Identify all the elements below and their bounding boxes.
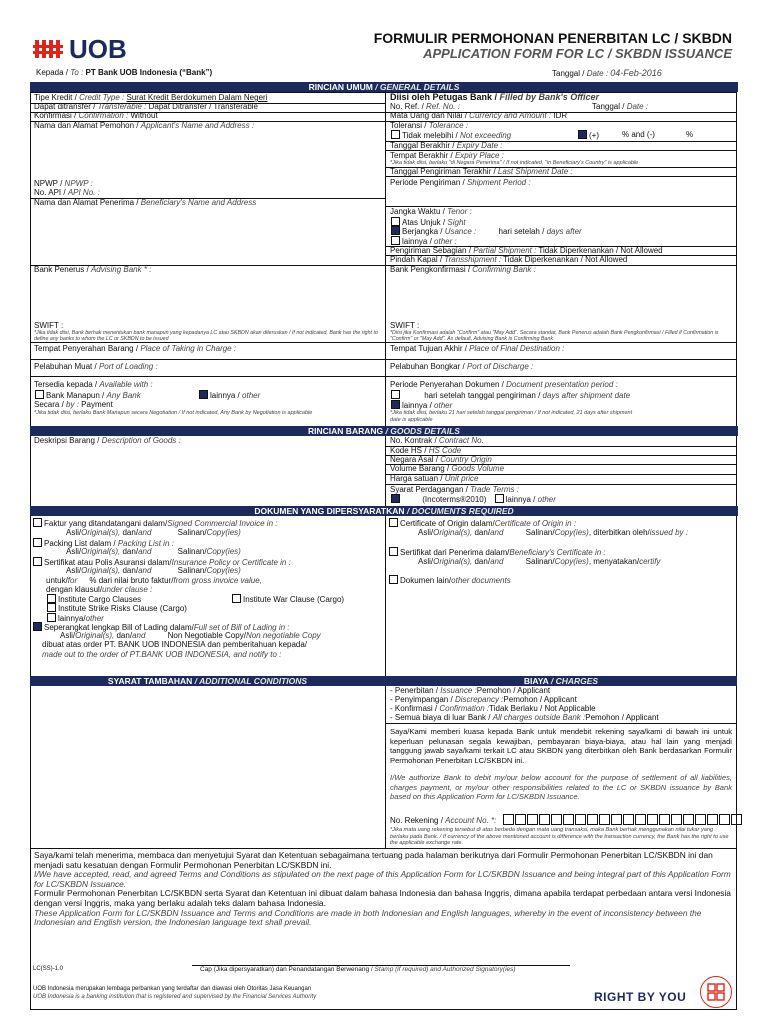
doc-clause-other: lainnya/other <box>47 613 104 624</box>
presentation-days-checkbox[interactable] <box>391 390 400 399</box>
doc-benef-cert: Sertifikat dari Penerima dalam/Beneficiary's Certificate in : <box>389 547 606 558</box>
slogan: RIGHT BY YOU <box>594 990 687 1004</box>
charge-discrepancy: - Penyimpangan / Discrepancy :Pemohon / Applicant <box>390 695 577 704</box>
doc-other-docs: Dokumen lain/other documents <box>389 575 511 586</box>
doc-bl-order: dibuat atas order PT. BANK UOB INDONESIA dan pemberitahuan kepada/ <box>42 640 308 649</box>
authorization-box <box>385 723 737 848</box>
confirmation-row: Konfirmasi / Confirmation : Without <box>34 111 158 120</box>
tolerance-pct: % <box>686 130 694 139</box>
doc-war-clause: Institute War Clause (Cargo) <box>232 594 344 605</box>
currency-row: Mata Uang dan Nilai / Currency and Amount : IDR <box>390 111 568 120</box>
presentation-other-row: lainnya / other <box>391 400 452 411</box>
expiry-place-row: Tempat Berakhir / Expiry Place : <box>390 151 504 160</box>
contract-row: No. Kontrak / Contract No. <box>390 436 484 445</box>
doc-clause-label: dengan klausul/under clause : <box>46 585 153 594</box>
api-label: No. API / API No. : <box>34 188 100 197</box>
sight-row: Atas Unjuk / Sight <box>391 217 466 228</box>
form-code: LC(SS)-1.0 <box>33 966 64 972</box>
place-taking-row: Tempat Penyerahan Barang / Place of Taking in Charge : <box>34 344 237 353</box>
officer-label: Diisi oleh Petugas Bank / Filled by Bank's Officer <box>390 92 600 102</box>
transshipment-field[interactable]: Tidak Diperkenankan / Not Allowed <box>503 255 628 264</box>
available-other-checkbox[interactable] <box>199 390 208 399</box>
uob-seal-icon <box>700 976 732 1008</box>
applicant-field[interactable] <box>34 132 379 176</box>
confirming-bank-label: Bank Pengkonfirmasi / Confirming Bank : <box>390 265 536 274</box>
account-number-field[interactable] <box>503 816 743 825</box>
tenor-label: Jangka Waktu / Tenor : <box>390 207 472 216</box>
clause-other-checkbox[interactable] <box>47 613 56 622</box>
charges-bar: BIAYA / CHARGES <box>385 676 737 686</box>
uob-logo <box>33 35 153 63</box>
trade-terms-row: Syarat Perdagangan / Trade Terms : <box>390 485 519 494</box>
doc-invoice: Faktur yang ditandatangani dalam/Signed Commercial Invoice in : <box>33 518 277 529</box>
additional-conditions-bar: SYARAT TAMBAHAN / ADDITIONAL CONDITIONS <box>30 676 385 686</box>
doc-origin-cert: Certificate of Origin dalam/Certificate of Origin in : <box>389 518 576 529</box>
seal-glyph-icon <box>705 981 727 1003</box>
signature-field[interactable] <box>192 915 570 963</box>
currency-field[interactable]: IDR <box>553 111 568 120</box>
expiry-date-row: Tanggal Berakhir / Expiry Date : <box>390 141 503 150</box>
general-details-bar: RINCIAN UMUM / GENERAL DETAILS <box>30 82 738 92</box>
bill-of-lading-checkbox[interactable] <box>33 622 42 631</box>
confirmation-field[interactable]: Without <box>130 111 158 120</box>
doc-benef-copies: Asli/Original(s), dan/and Salinan/Copy(ies), menyatakan/certify <box>418 557 661 566</box>
sight-checkbox[interactable] <box>391 217 400 226</box>
unit-price-row: Harga satuan / Unit price <box>390 474 479 483</box>
insurance-checkbox[interactable] <box>33 557 42 566</box>
advising-note: *Jika tidak diisi, Bank berhak menentukan bank manapun yang kepadanya LC atau SKBDN akan diteruskan / If not indicated, Bank has the right to define any banks to whom the LC or SKBDN to be issued <box>34 330 378 342</box>
by-field[interactable]: Payment <box>81 400 113 409</box>
tolerance-row: Tidak melebihi / Not exceeding <box>391 130 511 141</box>
credit-type-row: Tipe Kredit / Credit Type : Surat Kredit Berdokumen Dalam Negeri <box>34 93 268 102</box>
declaration-p2-id: Formulir Permohonan Penerbitan LC/SKBDN serta Syarat dan Ketentuan ini dibuat dalam bahasa Indonesia dan bahasa Inggris, dimana apabila terdapat perbedaan antara versi Indonesia dengan versi Inggris, maka yang berlaku adalah teks dalam bahasa Indonesia. <box>34 888 731 908</box>
benef-cert-checkbox[interactable] <box>389 547 398 556</box>
any-bank-checkbox[interactable] <box>35 390 44 399</box>
trade-terms-options: (Incoterms®2010) lainnya / other <box>391 494 556 505</box>
tolerance-plus: (+) <box>578 130 599 141</box>
charge-confirmation: - Konfirmasi / Confirmation :Tidak Berlaku / Not Applicable <box>390 704 596 713</box>
doc-cargo-clause: Institute Cargo Clauses <box>47 594 141 605</box>
charge-outside: - Semua biaya di luar Bank / All charges outside Bank :Pemohon / Applicant <box>390 713 659 722</box>
tolerance-minus: % and (-) <box>622 130 655 139</box>
charge-discrepancy-field[interactable]: Pemohon / Applicant <box>503 695 577 704</box>
port-loading-row: Pelabuhan Muat / Port of Loading : <box>34 362 158 371</box>
presentation-label: Periode Penyerahan Dokumen / Document presentation period : <box>390 380 618 389</box>
charge-issuance: - Penerbitan / Issuance :Pemohon / Applicant <box>390 686 551 695</box>
not-exceeding-checkbox[interactable] <box>391 130 400 139</box>
confirming-note: *Diisi jika Konfirmasi adalah "Confirm" atau "May Add". Secara standar, Bank Penerus adalah Bank Pengkonfirmasi / Filled if Confirmation is "Confirm" or "May Add". As default, Advising Bank is Confirming Bank <box>390 330 719 342</box>
cargo-clause-checkbox[interactable] <box>47 594 56 603</box>
account-no-row: No. Rekening / Account No. *: <box>390 814 743 825</box>
partial-shipment-row: Pengiriman Sebagian / Partial Shipment : Tidak Diperkenankan / Not Allowed <box>390 246 663 255</box>
goods-details-bar: RINCIAN BARANG / GOODS DETAILS <box>30 426 738 436</box>
available-label: Tersedia kepada / Available with : <box>34 380 153 389</box>
by-row: Secara / by : Payment <box>34 400 113 409</box>
usance-row: Berjangka / Usance : hari setelah / days after <box>391 226 582 237</box>
presentation-days-row: hari setelah tanggal pengiriman / days after shipment date <box>391 390 630 401</box>
advising-bank-label: Bank Penerus / Advising Bank * : <box>34 265 152 274</box>
credit-type-field[interactable]: Surat Kredit Berdokumen Dalam Negeri <box>126 93 268 102</box>
doc-packing-copies: Asli/Original(s), dan/and Salinan/Copy(ies) <box>66 547 241 556</box>
partial-shipment-field[interactable]: Tidak Diperkenankan / Not Allowed <box>538 246 663 255</box>
available-options: Bank Manapun / Any Bank lainnya / other <box>35 390 260 401</box>
volume-row: Volume Barang / Goods Volume <box>390 464 505 473</box>
charge-issuance-field[interactable]: Pemohon / Applicant <box>476 686 551 695</box>
account-note: *Jika mata uang rekening tersebut di atas berbeda dengan mata uang transaksi, maka Bank berhak menggunakan nilai tukar yang berlaku pada Bank. / If currency of the above mentioned account is difference with the transaction currency, the Bank has the right to use the applicable exchange rate. <box>390 827 729 846</box>
advising-swift: SWIFT : <box>34 321 64 330</box>
shipment-period-row: Periode Pengiriman / Shipment Period : <box>390 178 531 187</box>
npwp-label: NPWP / NPWP : <box>34 179 93 188</box>
final-destination-row: Tempat Tujuan Akhir / Place of Final Destination : <box>390 344 565 353</box>
doc-bl-copies: Asli/Original(s), dan/and Non Negotiable Copy/Non negotiable Copy <box>60 631 321 640</box>
to-line: Kepada / To : PT Bank UOB Indonesia (“Bank”) <box>36 68 213 77</box>
trade-other-checkbox[interactable] <box>495 494 504 503</box>
charge-confirmation-field[interactable]: Tidak Berlaku / Not Applicable <box>489 704 596 713</box>
authorization-text-en: I/We authorize Bank to debit my/our below account for the purpose of settlement of all liabilities, charges payment, or my/our other responsibilities related to the LC or SKBDN issuance by Bank based on this Application Form for LC/SKBDN Issuance. <box>390 773 732 801</box>
declaration-p1-id: Saya/kami telah menerima, membaca dan menyetujui Syarat dan Ketentuan sebagaimana tertuang pada halaman berikutnya dari Formulir Permohonan Penerbitan LC/SKBDN ini dan menjadi satu kesatuan dengan Formulir Permohonan Penerbitan LC/SKBDN ini. <box>34 850 713 870</box>
transshipment-row: Pindah Kapal / Transshipment : Tidak Diperkenankan / Not Allowed <box>390 255 628 264</box>
presentation-other-checkbox[interactable] <box>391 400 400 409</box>
usance-checkbox[interactable] <box>391 226 400 235</box>
date-line: Tanggal / Date : 04-Feb-2016 <box>552 68 662 78</box>
available-note: *Jika tidak diisi, berlaku Bank Manapun secara Negotiation / If not indicated, Any Bank by Negotiation is applicable <box>34 410 313 416</box>
uob-logo-text: UOB <box>69 34 127 64</box>
declaration-p2-en: These Application Form for LC/SKBDN Issuance and Terms and Conditions are made in both Indonesian and English languages, whereby in the event of inconsistency between the Indonesian and English version, the Indonesian language text shall prevail. <box>34 907 702 928</box>
presentation-note: *Jika tidak diisi, berlaku 21 hari setelah tanggal pengiriman / If not indicated, 21 days after shipment date is applicable <box>390 410 633 423</box>
tenor-other-row: lainnya / other : <box>391 236 457 247</box>
authorization-text-id: Saya/Kami memberi kuasa kepada Bank untuk mendebit rekening saya/kami di bawah ini untuk keperluan pelunasan segala kewajiban, pembayaran biaya-biaya, atau hal lain yang menjadi tanggung jawab saya/kami terkait LC atau SKBDN yang diterbitkan oleh Bank berdasarkan Formulir Permohonan Penerbitan LC/SKBDN ini. <box>390 727 732 765</box>
footer-line-2: UOB Indonesia is a banking institution that is registered and supervised by the Financial Services Authority <box>33 994 317 1000</box>
other-docs-checkbox[interactable] <box>389 575 398 584</box>
doc-bl-order-en: made out to the order of PT.BANK UOB INDONESIA, and notify to : <box>42 650 282 659</box>
charge-outside-field[interactable]: Pemohon / Applicant <box>585 713 659 722</box>
applicant-label: Nama dan Alamat Pemohon / Applicant's Name and Address : <box>34 121 255 130</box>
signature-caption: Cap (Jika dipersyaratkan) dan Penandatangan Berwenang / Stamp (if required) and Authorized Signatory(ies) <box>200 966 516 973</box>
form-title: FORMULIR PERMOHONAN PENERBITAN LC / SKBDN <box>373 30 732 46</box>
doc-invoice-copies: Asli/Original(s), dan/and Salinan/Copy(ies) <box>66 528 241 537</box>
goods-desc-label: Deskripsi Barang / Description of Goods : <box>34 436 181 445</box>
beneficiary-label: Nama dan Alamat Penerima / Beneficiary's Name and Address <box>34 198 257 207</box>
doc-insurance: Sertifikat atau Polis Asuransi dalam/Insurance Policy or Certificate in : <box>33 557 291 568</box>
doc-bill-of-lading: Seperangkat lengkap Bill of Lading dalam/Full set of Bill of Lading in : <box>33 622 290 633</box>
transferable-field[interactable]: Dapat Ditransfer / Transferable <box>148 102 258 111</box>
tolerance-plus-checkbox[interactable] <box>578 130 587 139</box>
tenor-other-checkbox[interactable] <box>391 236 400 245</box>
port-discharge-row: Pelabuhan Bongkar / Port of Discharge : <box>390 362 534 371</box>
transferable-row: Dapat ditransfer / Transferable : Dapat Ditransfer / Transferable <box>34 102 258 111</box>
ref-row: No. Ref. / Ref. No. : <box>390 102 460 111</box>
war-clause-checkbox[interactable] <box>232 594 241 603</box>
date2-row: Tanggal / Date : <box>592 102 649 111</box>
form-title-en: APPLICATION FORM FOR LC / SKBDN ISSUANCE <box>423 46 732 61</box>
doc-origin-copies: Asli/Original(s), dan/and Salinan/Copy(ies), diterbitkan oleh/issued by : <box>418 528 688 537</box>
last-shipment-row: Tanggal Pengiriman Terakhir / Last Shipment Date : <box>390 167 573 176</box>
doc-insurance-pct: untuk/for % dari nilai bruto faktur/from gross invoice value, <box>46 576 262 585</box>
doc-strike-clause: Institute Strike Risks Clause (Cargo) <box>47 603 187 614</box>
expiry-note: *Jika tidak diisi, berlaku "di Negara Penerima" / If not indicated, "in Beneficiary's Country" is applicable <box>390 160 639 166</box>
strike-clause-checkbox[interactable] <box>47 603 56 612</box>
doc-insurance-copies: Asli/Original(s), dan/and Salinan/Copy(ies) <box>66 566 241 575</box>
hs-row: Kode HS / HS Code <box>390 446 462 455</box>
additional-conditions-field[interactable] <box>34 690 379 840</box>
origin-cert-checkbox[interactable] <box>389 518 398 527</box>
invoice-checkbox[interactable] <box>33 518 42 527</box>
tolerance-label: Toleransi / Tolerance : <box>390 121 468 130</box>
documents-required-bar: DOKUMEN YANG DIPERSYARATKAN / DOCUMENTS REQUIRED <box>30 506 738 516</box>
uob-logo-mark-icon <box>33 36 65 62</box>
doc-packing: Packing List dalam / Packing List in : <box>33 538 174 549</box>
declaration-p1-en: I/We have accepted, read, and agreed Terms and Conditions as stipulated on the next page of this Application Form for LC/SKBDN Issuance and being integral part of this Application Form for LC/SKBDN Issuance. <box>34 869 731 889</box>
incoterms-checkbox[interactable] <box>391 494 400 503</box>
origin-row: Negara Asal / Country Origin <box>390 455 492 464</box>
confirming-swift: SWIFT : <box>390 321 420 330</box>
beneficiary-field[interactable] <box>34 210 379 262</box>
footer-line-1: UOB Indonesia merupakan lembaga perbankan yang terdaftar dan diawasi oleh Otoritas Jasa Keuangan <box>33 986 312 992</box>
packing-checkbox[interactable] <box>33 538 42 547</box>
